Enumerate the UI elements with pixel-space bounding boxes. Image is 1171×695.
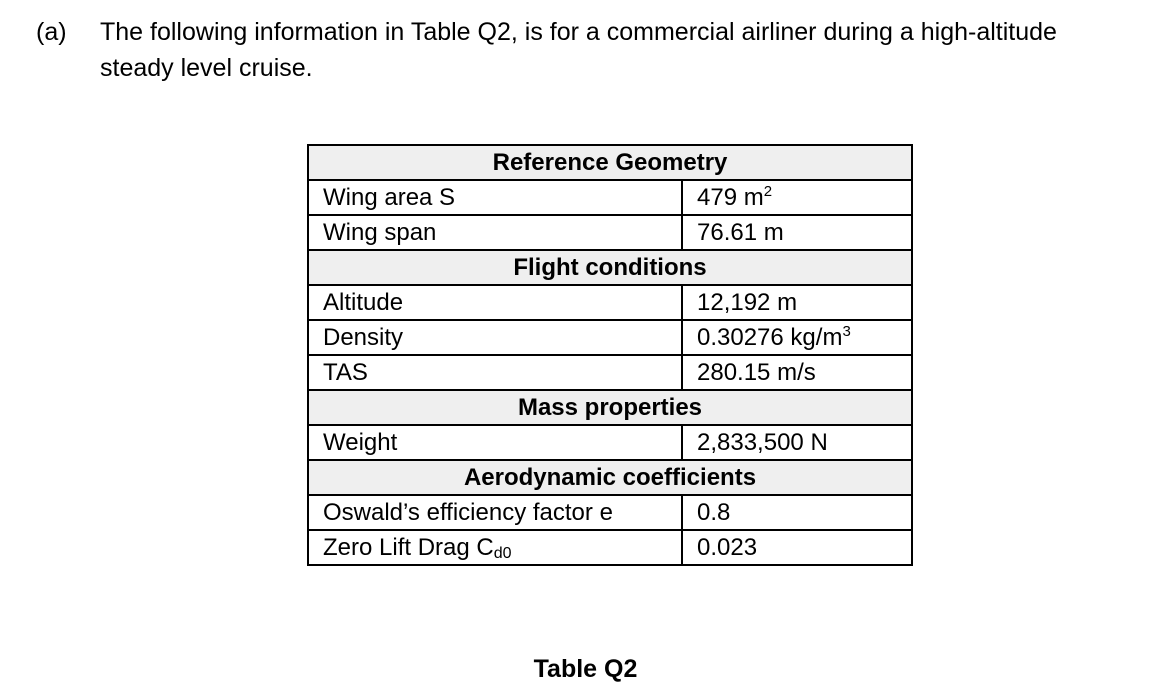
row-value-weight: 2,833,500 N xyxy=(682,425,912,460)
row-value-altitude: 12,192 m xyxy=(682,285,912,320)
table-row xyxy=(308,495,912,530)
table-row xyxy=(308,320,912,355)
table-row xyxy=(308,215,912,250)
row-label-weight: Weight xyxy=(308,425,682,460)
section-row xyxy=(308,460,912,495)
row-value-zero-lift-drag: 0.023 xyxy=(682,530,912,565)
section-row xyxy=(308,145,912,180)
row-label-wing-span: Wing span xyxy=(308,215,682,250)
section-flight-conditions: Flight conditions xyxy=(308,250,912,285)
zero-lift-drag-subscript: d0 xyxy=(493,544,512,562)
row-value-wing-span: 76.61 m xyxy=(682,215,912,250)
section-row xyxy=(308,250,912,285)
question-label: (a) xyxy=(36,18,67,46)
row-label-wing-area: Wing area S xyxy=(308,180,682,215)
table-row xyxy=(308,180,912,215)
row-label-density: Density xyxy=(308,320,682,355)
density-unit-exponent: 3 xyxy=(842,322,851,340)
density-value: 0.30276 kg/m xyxy=(697,323,843,351)
section-reference-geometry: Reference Geometry xyxy=(308,145,912,180)
row-label-altitude: Altitude xyxy=(308,285,682,320)
table-row xyxy=(308,530,912,565)
table-row xyxy=(308,425,912,460)
section-mass-properties: Mass properties xyxy=(308,390,912,425)
zero-lift-drag-label: Zero Lift Drag C xyxy=(323,533,494,561)
row-value-density xyxy=(682,320,912,355)
row-label-zero-lift-drag xyxy=(308,530,682,565)
row-value-oswald: 0.8 xyxy=(682,495,912,530)
table-caption: Table Q2 xyxy=(533,655,638,683)
wing-area-value: 479 m xyxy=(697,183,764,211)
row-label-tas: TAS xyxy=(308,355,682,390)
row-value-tas: 280.15 m/s xyxy=(682,355,912,390)
wing-area-unit-exponent: 2 xyxy=(763,182,773,200)
table-q2 xyxy=(307,144,913,566)
row-label-oswald: Oswald’s efficiency factor e xyxy=(308,495,682,530)
section-row xyxy=(308,390,912,425)
section-aerodynamic-coefficients: Aerodynamic coefficients xyxy=(308,460,912,495)
table-row xyxy=(308,285,912,320)
row-value-wing-area xyxy=(682,180,912,215)
question-text: The following information in Table Q2, is for a commercial airliner during a high-altitude steady level cruise. xyxy=(100,18,1057,82)
table-row xyxy=(308,355,912,390)
